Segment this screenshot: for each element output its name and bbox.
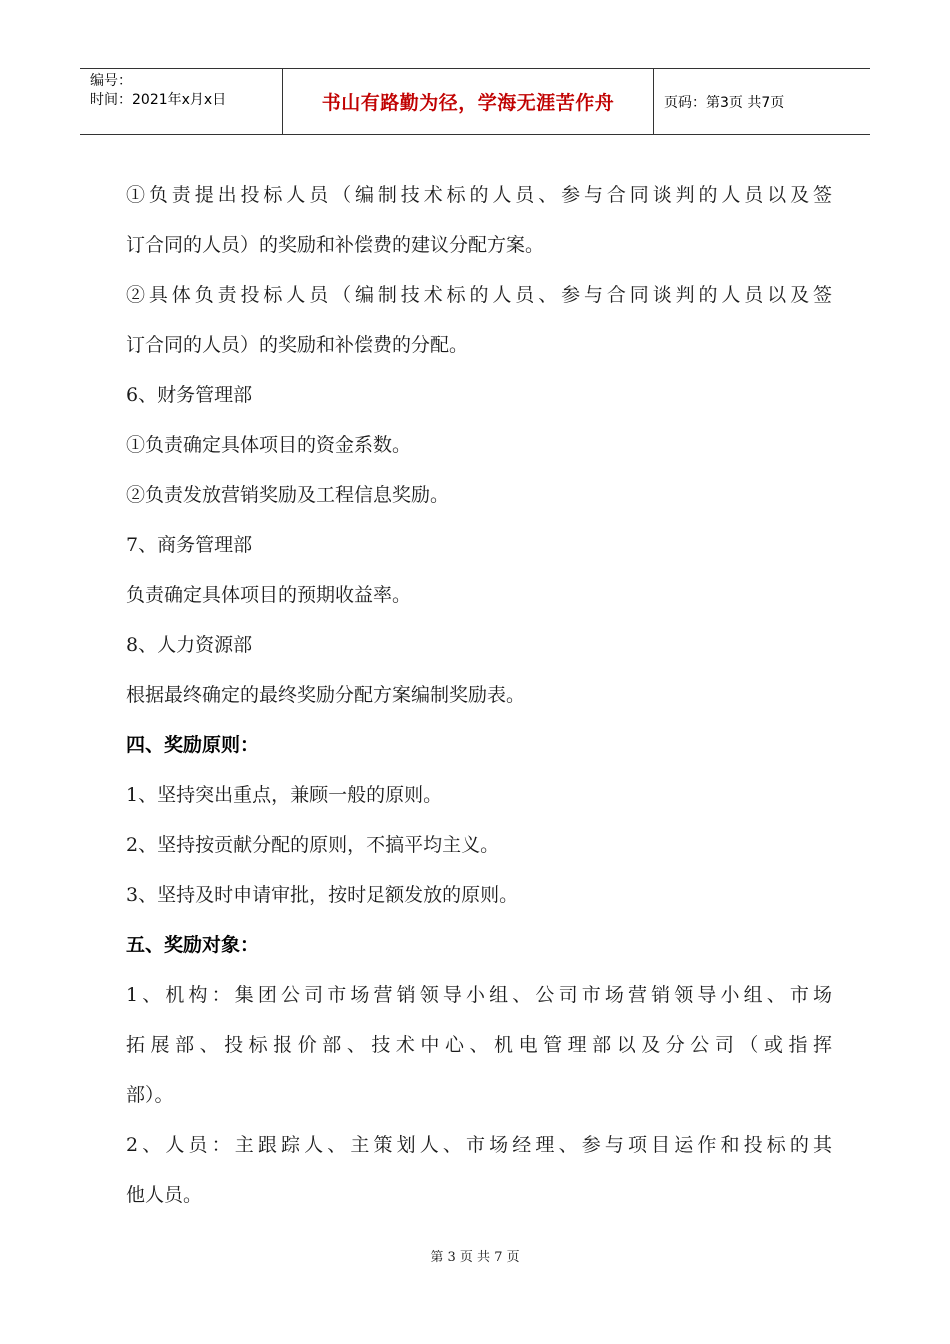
body-line: 2、坚持按贡献分配的原则，不搞平均主义。 [126,834,500,856]
header-meta [80,69,282,134]
body-line: 1、机构：集团公司市场营销领导小组、公司市场营销领导小组、市场 [126,984,832,1006]
document-body [126,170,832,1220]
body-line: ①负责提出投标人员（编制技术标的人员、参与合同谈判的人员以及签 [126,184,832,206]
body-line: 拓展部、投标报价部、技术中心、机电管理部以及分公司（或指挥 [126,1034,832,1056]
body-line: 负责确定具体项目的预期收益率。 [126,584,412,606]
page-footer: 第 3 页 共 7 页 [430,1250,520,1265]
body-line: 他人员。 [126,1184,203,1206]
body-line: 1、坚持突出重点，兼顾一般的原则。 [126,784,443,806]
body-line: 2、人员：主跟踪人、主策划人、市场经理、参与项目运作和投标的其 [126,1134,832,1156]
section-subheading: 6、财务管理部 [126,384,253,406]
section-heading: 四、奖励原则： [126,734,260,756]
body-line: 订合同的人员）的奖励和补偿费的分配。 [126,334,469,356]
body-line: ①负责确定具体项目的资金系数。 [126,434,412,456]
body-line: 3、坚持及时申请审批，按时足额发放的原则。 [126,884,519,906]
section-heading: 五、奖励对象： [126,934,260,956]
header-page-info: 页码：第3页 共7页 [664,94,785,111]
body-line: ②负责发放营销奖励及工程信息奖励。 [126,484,450,506]
body-line: 根据最终确定的最终奖励分配方案编制奖励表。 [126,684,526,706]
body-line: 订合同的人员）的奖励和补偿费的建议分配方案。 [126,234,545,256]
section-subheading: 7、商务管理部 [126,534,253,556]
body-line: ②具体负责投标人员（编制技术标的人员、参与合同谈判的人员以及签 [126,284,832,306]
body-line: 部）。 [126,1084,174,1106]
header-motto: 书山有路勤为径，学海无涯苦作舟 [282,69,654,134]
section-subheading: 8、人力资源部 [126,634,253,656]
document-number-label: 编号： [90,73,132,89]
document-time-label: 时间：2021年x月x日 [90,92,227,108]
page-header [80,68,870,135]
